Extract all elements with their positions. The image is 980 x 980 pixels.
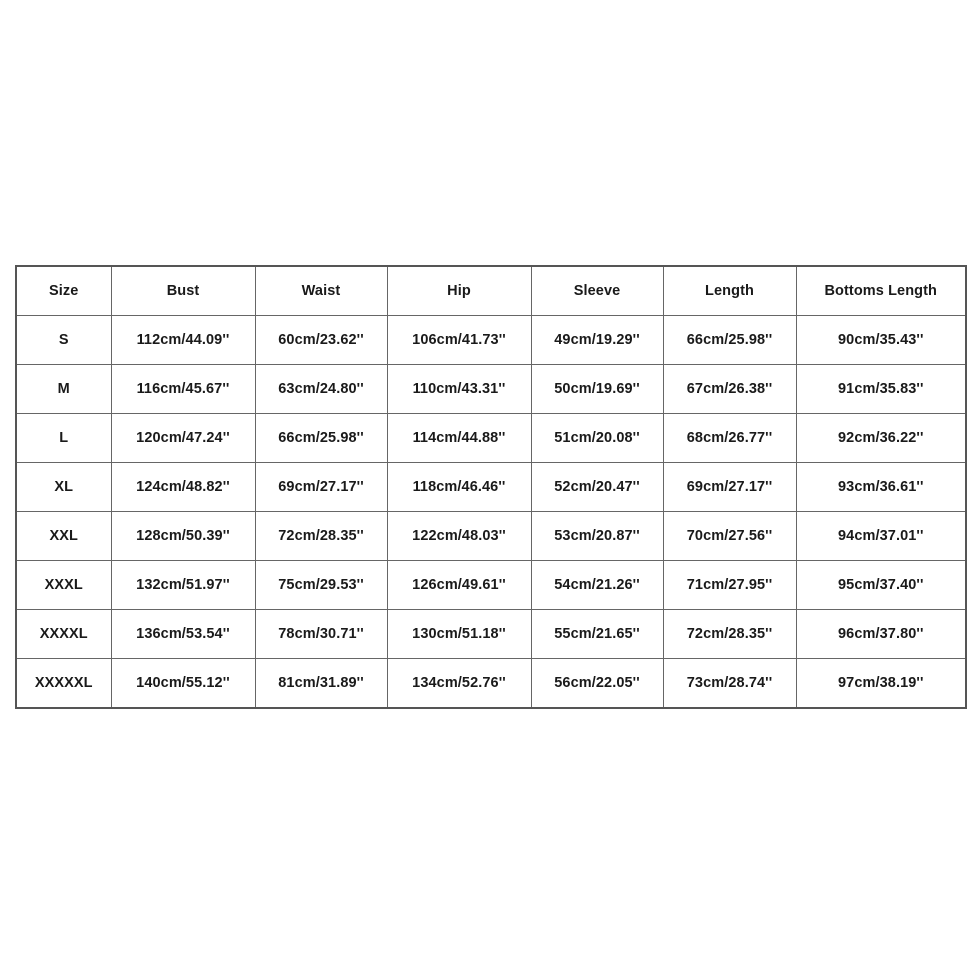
waist-cell: 63cm/24.80''	[255, 365, 387, 414]
bottoms-length-cell: 97cm/38.19''	[796, 659, 966, 709]
hip-cell: 106cm/41.73''	[387, 316, 531, 365]
size-cell: XXXXL	[16, 610, 111, 659]
bust-cell: 132cm/51.97''	[111, 561, 255, 610]
length-cell: 71cm/27.95''	[663, 561, 796, 610]
bust-cell: 140cm/55.12''	[111, 659, 255, 709]
hip-cell: 122cm/48.03''	[387, 512, 531, 561]
size-cell: M	[16, 365, 111, 414]
table-row	[16, 365, 966, 414]
hip-cell: 118cm/46.46''	[387, 463, 531, 512]
hip-cell: 130cm/51.18''	[387, 610, 531, 659]
waist-cell: 78cm/30.71''	[255, 610, 387, 659]
bust-cell: 124cm/48.82''	[111, 463, 255, 512]
bottoms-length-cell: 92cm/36.22''	[796, 414, 966, 463]
size-chart-table	[15, 265, 967, 709]
length-cell: 72cm/28.35''	[663, 610, 796, 659]
hip-cell: 114cm/44.88''	[387, 414, 531, 463]
size-cell: L	[16, 414, 111, 463]
hip-cell: 110cm/43.31''	[387, 365, 531, 414]
waist-cell: 66cm/25.98''	[255, 414, 387, 463]
bottoms-length-cell: 95cm/37.40''	[796, 561, 966, 610]
sleeve-cell: 56cm/22.05''	[531, 659, 663, 709]
bottoms-length-cell: 90cm/35.43''	[796, 316, 966, 365]
bottoms-length-cell: 96cm/37.80''	[796, 610, 966, 659]
size-cell: S	[16, 316, 111, 365]
table-row	[16, 610, 966, 659]
length-cell: 69cm/27.17''	[663, 463, 796, 512]
table-row	[16, 414, 966, 463]
size-cell: XXXL	[16, 561, 111, 610]
table-row	[16, 659, 966, 709]
header-bottoms-length: Bottoms Length	[796, 266, 966, 316]
waist-cell: 60cm/23.62''	[255, 316, 387, 365]
size-cell: XL	[16, 463, 111, 512]
length-cell: 66cm/25.98''	[663, 316, 796, 365]
sleeve-cell: 54cm/21.26''	[531, 561, 663, 610]
sleeve-cell: 52cm/20.47''	[531, 463, 663, 512]
bottoms-length-cell: 94cm/37.01''	[796, 512, 966, 561]
header-sleeve: Sleeve	[531, 266, 663, 316]
waist-cell: 81cm/31.89''	[255, 659, 387, 709]
bust-cell: 120cm/47.24''	[111, 414, 255, 463]
size-cell: XXXXXL	[16, 659, 111, 709]
waist-cell: 69cm/27.17''	[255, 463, 387, 512]
header-row	[16, 266, 966, 316]
bust-cell: 116cm/45.67''	[111, 365, 255, 414]
waist-cell: 72cm/28.35''	[255, 512, 387, 561]
hip-cell: 126cm/49.61''	[387, 561, 531, 610]
bottoms-length-cell: 91cm/35.83''	[796, 365, 966, 414]
table-row	[16, 561, 966, 610]
table-row	[16, 463, 966, 512]
bust-cell: 128cm/50.39''	[111, 512, 255, 561]
sleeve-cell: 50cm/19.69''	[531, 365, 663, 414]
table-row	[16, 316, 966, 365]
sleeve-cell: 51cm/20.08''	[531, 414, 663, 463]
length-cell: 73cm/28.74''	[663, 659, 796, 709]
table-row	[16, 512, 966, 561]
length-cell: 70cm/27.56''	[663, 512, 796, 561]
sleeve-cell: 53cm/20.87''	[531, 512, 663, 561]
sleeve-cell: 49cm/19.29''	[531, 316, 663, 365]
bust-cell: 112cm/44.09''	[111, 316, 255, 365]
length-cell: 67cm/26.38''	[663, 365, 796, 414]
bust-cell: 136cm/53.54''	[111, 610, 255, 659]
header-bust: Bust	[111, 266, 255, 316]
waist-cell: 75cm/29.53''	[255, 561, 387, 610]
size-cell: XXL	[16, 512, 111, 561]
header-waist: Waist	[255, 266, 387, 316]
bottoms-length-cell: 93cm/36.61''	[796, 463, 966, 512]
header-hip: Hip	[387, 266, 531, 316]
header-length: Length	[663, 266, 796, 316]
length-cell: 68cm/26.77''	[663, 414, 796, 463]
hip-cell: 134cm/52.76''	[387, 659, 531, 709]
header-size: Size	[16, 266, 111, 316]
sleeve-cell: 55cm/21.65''	[531, 610, 663, 659]
